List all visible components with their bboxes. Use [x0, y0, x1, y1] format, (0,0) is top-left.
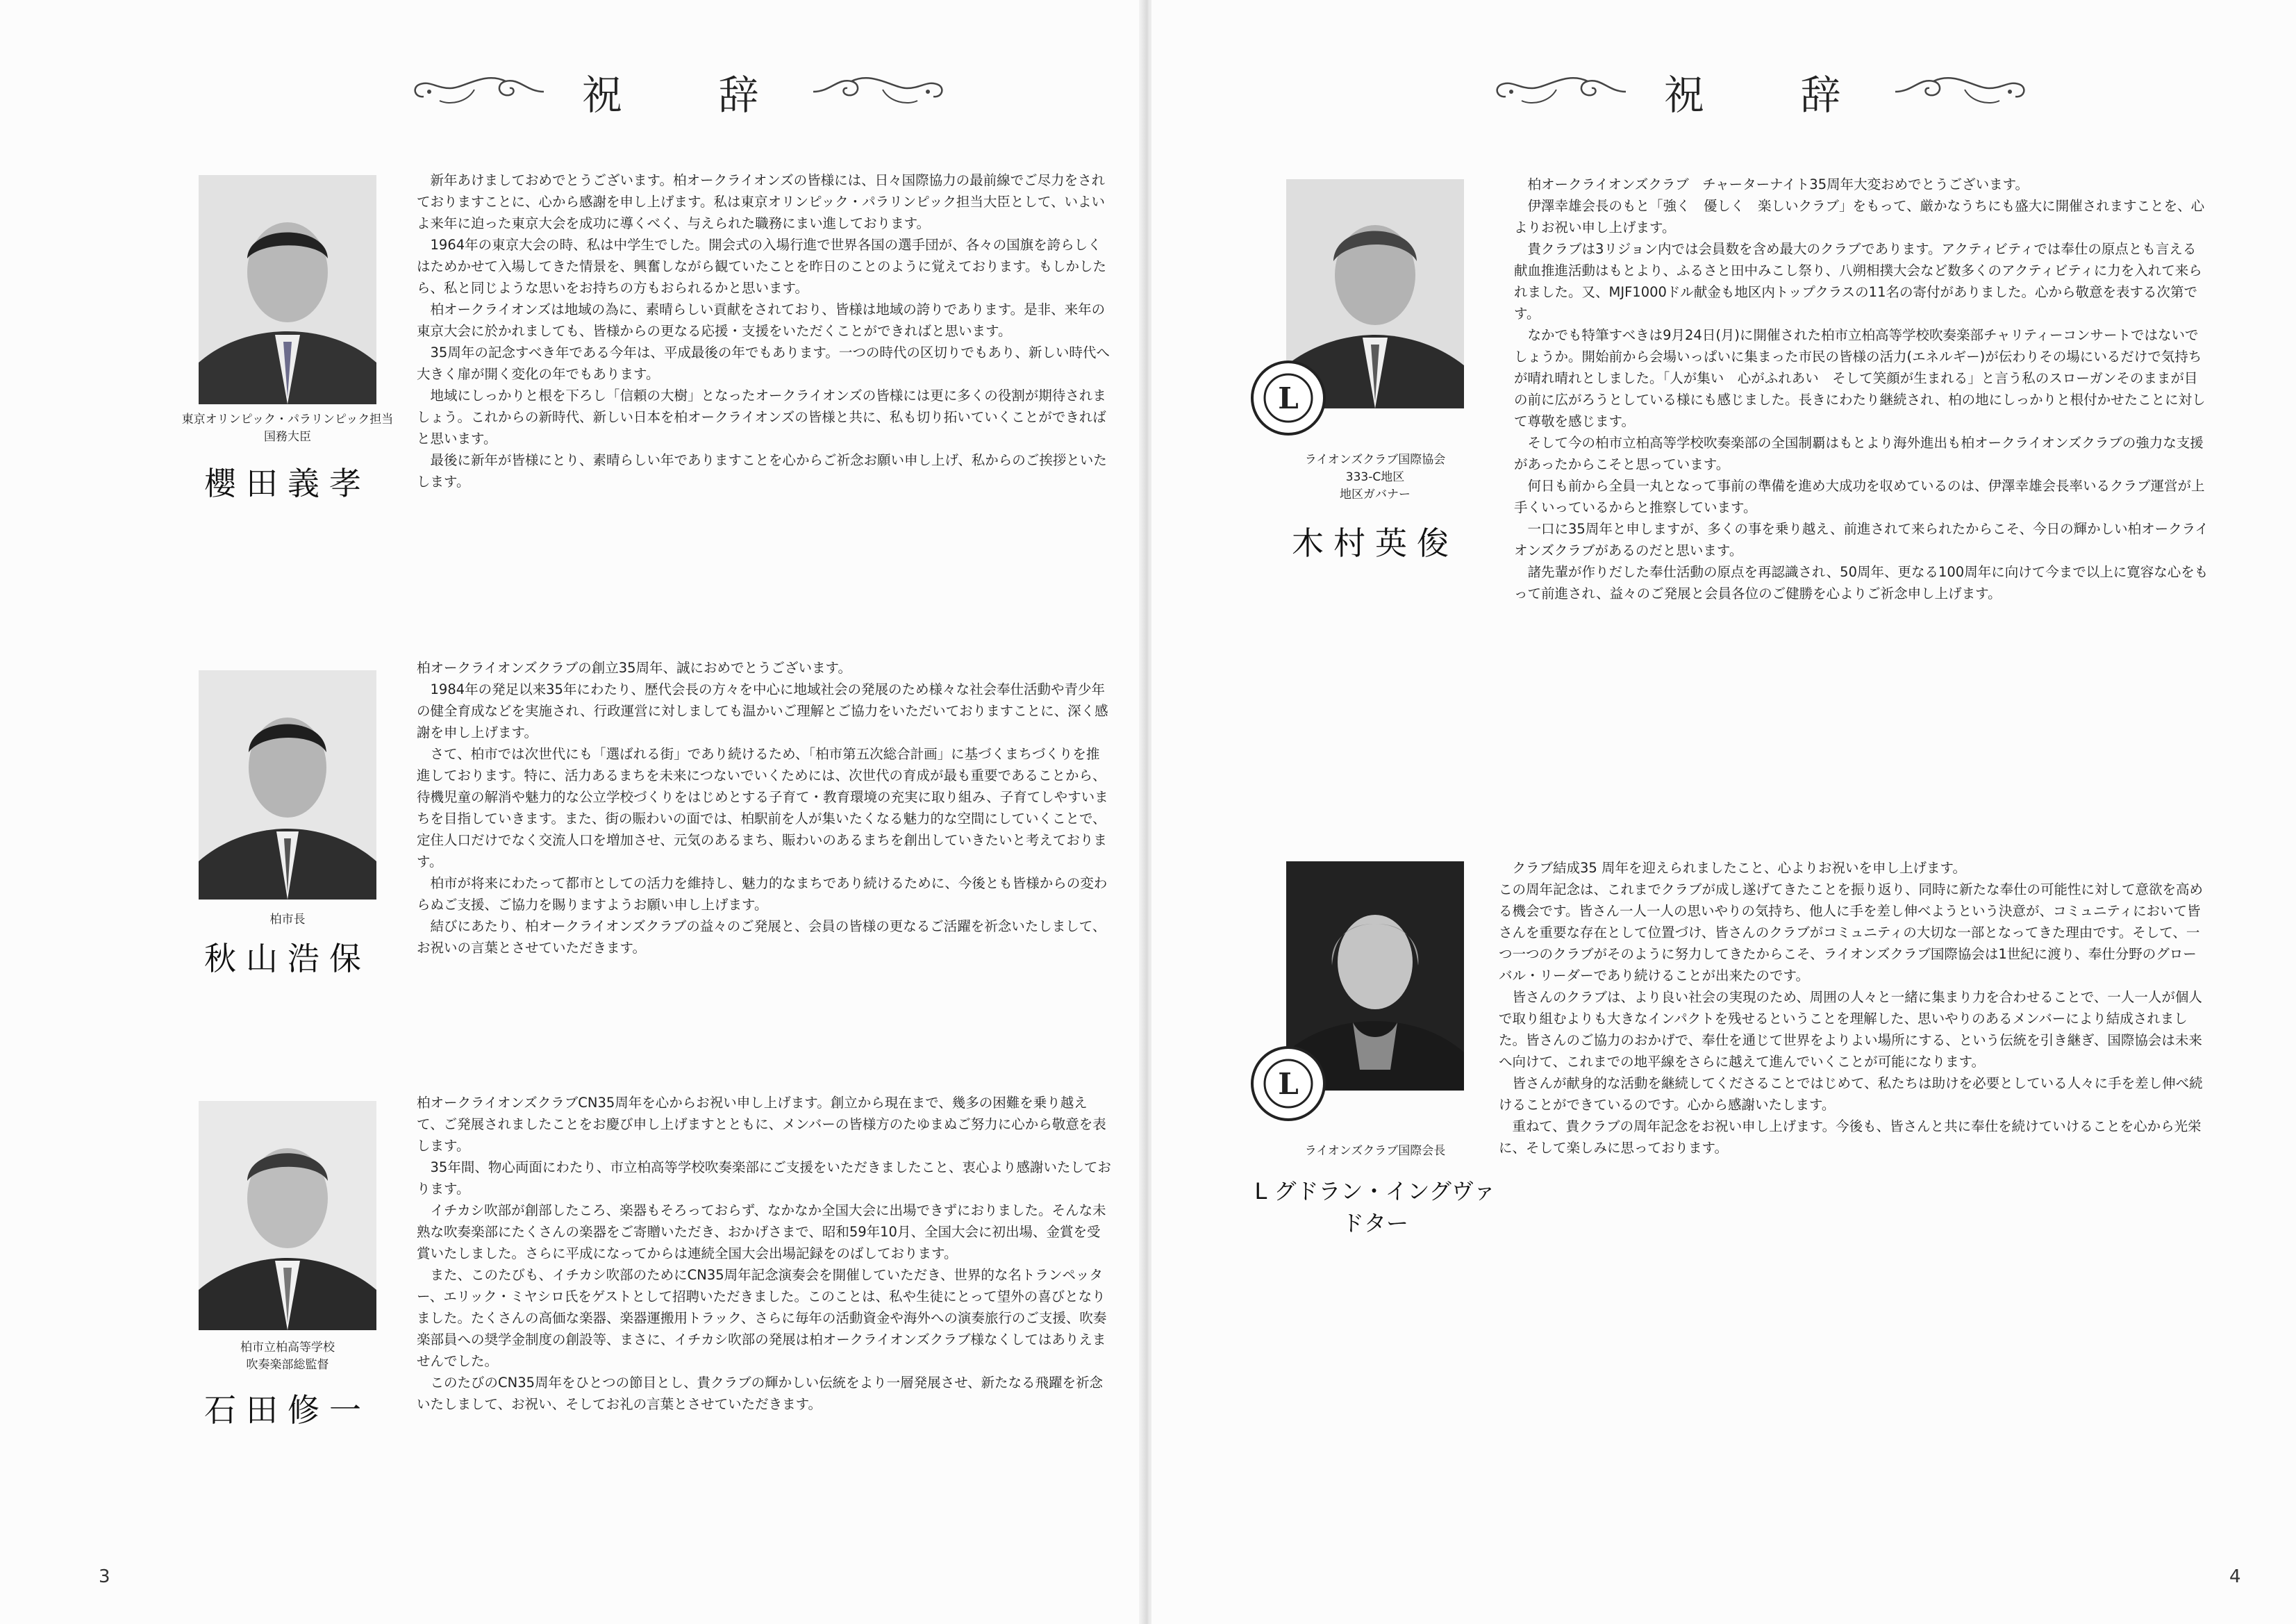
paragraph: 諸先輩が作りだした奉仕活動の原点を再認識され、50周年、更なる100周年に向けて今まで以上に寛容な心をもって前進され、益々のご発展と会員各位のご健勝を心よりご祈念申し上げます。	[1514, 564, 2208, 602]
right-page	[1151, 0, 2296, 1624]
message-akiyama	[417, 657, 1111, 959]
role-akiyama: 柏市長	[269, 913, 306, 927]
left-heading	[408, 57, 949, 126]
message-ishida	[417, 1092, 1111, 1415]
paragraph: 新年あけましておめでとうございます。柏オークライオンズの皆様には、日々国際協力の最前線でご尽力をされておりますことに、心から感謝を申し上げます。私は東京オリンピック・パラリンピック担当大臣として、いよいよ来年に迫った東京大会を成功に導くべく、与えられた職務にまい進しております。	[417, 172, 1106, 231]
flourish-left-icon	[408, 67, 547, 116]
paragraph: 35年間、物心両面にわたり、市立柏高等学校吹奏楽部にご支援をいただきましたこと、衷心より感謝いたしております。	[417, 1159, 1111, 1197]
paragraph: 伊澤幸雄会長のもと「強く 優しく 楽しいクラブ」をもって、厳かなうちにも盛大に開催されますことを、心よりお祝い申し上げます。	[1514, 198, 2205, 235]
paragraph: 一口に35周年と申しますが、多くの事を乗り越え、前進されて来られたからこそ、今日の輝かしい柏オークライオンズクラブがあるのだと思います。	[1514, 521, 2209, 558]
left-heading-title: 祝 辞	[582, 72, 801, 119]
page-number-left: 3	[99, 1566, 110, 1587]
paragraph: 1964年の東京大会の時、私は中学生でした。開会式の入場行進で世界各国の選手団が、各々の国旗を誇らしくはためかせて入場してきた情景を、興奮しながら観ていたことを昨日のことのように覚えております。もしかしたら、私と同じような思いをお持ちの方もおられるかと思います。	[417, 237, 1106, 296]
name-sakurada: 櫻田義孝	[204, 465, 371, 502]
svg-text:L: L	[1278, 381, 1299, 415]
flourish-right-icon	[1892, 67, 2031, 116]
role-sakurada-text: 東京オリンピック・パラリンピック担当 国務大臣	[181, 413, 394, 444]
flourish-left-icon	[1490, 67, 1629, 116]
paragraph: 1984年の発足以来35年にわたり、歴代会長の方々を中心に地域社会の発展のため様々な社会奉仕活動や青少年の健全育成などを実施され、行政運営に対しましても温かいご理解とご協力をいただいておりますことに、深く感謝を申し上げます。	[417, 681, 1108, 740]
paragraph: 柏オークライオンズクラブCN35周年を心からお祝い申し上げます。創立から現在まで、幾多の困難を乗り越えて、ご発展されましたことをお慶び申し上げますとともに、メンバーの皆様方のたゆまぬご努力に心から敬意を表します。	[417, 1095, 1106, 1154]
paragraph: そして今の柏市立柏高等学校吹奏楽部の全国制覇はもとより海外進出も柏オークライオンズクラブの強力な支援があったからこそと思っています。	[1514, 435, 2204, 472]
message-ingvadottir	[1499, 857, 2208, 1159]
paragraph: 柏オークライオンズは地域の為に、素晴らしい貢献をされており、皆様は地域の誇りであります。是非、来年の東京大会に於かれましても、皆様からの更なる応援・支援をいただくことができればと思います。	[417, 301, 1106, 339]
paragraph: 最後に新年が皆様にとり、素晴らしい年でありますことを心からご祈念お願い申し上げ、私からのご挨拶といたします。	[417, 452, 1107, 490]
lions-emblem-icon	[1250, 360, 1326, 436]
paragraph: 皆さんのクラブは、より良い社会の実現のため、周囲の人々と一緒に集まり力を合わせることで、一人一人が個人で取り組むよりも大きなインパクトを残せるということを理解した、思いやりのあるメンバーにより結成されました。皆さんのご協力のおかげで、奉仕を通じて世界をよりよい場所にする、という伝統を引き継ぎ、国際協会は未来へ向けて、これまでの地平線をさらに越えて進んでいくことが可能になります。	[1499, 989, 2202, 1070]
role-ingvadottir: ライオンズクラブ国際会長	[1304, 1144, 1446, 1158]
portrait-akiyama	[199, 670, 376, 900]
right-heading	[1490, 57, 2031, 126]
svg-text:L: L	[1278, 1067, 1299, 1101]
paragraph: 地域にしっかりと根を下ろし「信頼の大樹」となったオークライオンズの皆様には更に多くの役割が期待されましょう。これからの新時代、新しい日本を柏オークライオンズの皆様と共に、私も切り拓いていくことができればと思います。	[417, 388, 1106, 447]
paragraph: クラブ結成35 周年を迎えられましたこと、心よりお祝いを申し上げます。	[1512, 860, 1966, 876]
paragraph: さて、柏市では次世代にも「選ばれる街」であり続けるため、「柏市第五次総合計画」に基づくまちづくりを推進しております。特に、活力あるまちを未来につないでいくためには、次世代の育成が最も重要であることから、待機児童の解消や魅力的な公立学校づくりをはじめとする子育て・教育環境の充実に取り組み、子育てしやすいまちを目指していきます。また、街の賑わいの面では、柏駅前を人が集いたくなる魅力的な空間にしていくことで、定住人口だけでなく交流人口を増加させ、元気のあるまち、賑わいのあるまちを創出していきたいと考えております。	[417, 746, 1108, 870]
right-heading-title: 祝 辞	[1664, 72, 1883, 119]
paragraph: 柏オークライオンズクラブ チャーターナイト35周年大変おめでとうございます。	[1527, 176, 2029, 192]
portrait-ishida	[199, 1101, 376, 1330]
left-page	[0, 0, 1145, 1624]
role-sakurada	[178, 411, 397, 446]
paragraph: このたびのCN35周年をひとつの節目とし、貴クラブの輝かしい伝統をより一層発展させ、新たなる飛躍を祈念いたしまして、お祝い、そしてお礼の言葉とさせていただきます。	[417, 1375, 1104, 1412]
role-kimura	[1260, 451, 1490, 504]
paragraph: 柏オークライオンズクラブの創立35周年、誠におめでとうございます。	[417, 660, 851, 676]
paragraph: 貴クラブは3リジョン内では会員数を含め最大のクラブであります。アクティビティでは奉仕の原点とも言える献血推進活動はもとより、ふるさと田中みこし祭り、八朔相撲大会など数多くのアクティビティに力を入れて来られました。又、MJF1000ドル献金も地区内トップクラスの11名の寄付がありました。心から敬意を表する次第です。	[1514, 241, 2202, 322]
paragraph: また、このたびも、イチカシ吹部のためにCN35周年記念演奏会を開催していただき、世界的な名トランペッター、エリック・ミヤシロ氏をゲストとして招聘いただきました。このことは、私や生徒にとって望外の喜びとなりました。たくさんの高価な楽器、楽器運搬用トラック、さらに毎年の活動資金や海外への演奏旅行のご支援、吹奏楽部員への奨学金制度の創設等、まさに、イチカシ吹部の発展は柏オークライオンズクラブ様なくしてはありえませんでした。	[417, 1267, 1107, 1369]
paragraph: 皆さんが献身的な活動を継続してくださることではじめて、私たちは助けを必要としている人々に手を差し伸べ続けることができているのです。心から感謝いたします。	[1499, 1075, 2203, 1113]
message-sakurada	[417, 169, 1111, 492]
paragraph: 35周年の記念すべき年である今年は、平成最後の年でもあります。一つの時代の区切りでもあり、新しい時代へ大きく扉が開く変化の年でもあります。	[417, 345, 1110, 382]
paragraph: なかでも特筆すべきは9月24日(月)に開催された柏市立柏高等学校吹奏楽部チャリティーコンサートではないでしょうか。開始前から会場いっぱいに集まった市民の皆様の活力(エネルギー)が伝わりその場にいるだけで気持ちが晴れ晴れとしました。「人が集い 心がふれあい そして笑顔が生まれる」と言う私のスローガンそのままが目の前に広がろうとしている様にも感じました。長きにわたり継続され、柏の地にしっかりと根付かせたことに対して尊敬を感じます。	[1514, 327, 2206, 429]
message-kimura	[1514, 174, 2208, 604]
role-ishida	[178, 1339, 397, 1374]
name-akiyama: 秋山浩保	[204, 940, 371, 977]
paragraph: 結びにあたり、柏オークライオンズクラブの益々のご発展と、会員の皆様の更なるご活躍を祈念いたしまして、お祝いの言葉とさせていただきます。	[417, 918, 1106, 956]
portrait-sakurada	[199, 175, 376, 404]
name-kimura: 木村英俊	[1292, 524, 1458, 562]
paragraph: 重ねて、貴クラブの周年記念をお祝い申し上げます。今後も、皆さんと共に奉仕を続けていけることを心から光栄に、そして楽しみに思っております。	[1499, 1118, 2202, 1156]
paragraph: イチカシ吹部が創部したころ、楽器もそろっておらず、なかなか全国大会に出場できずにおりました。そんな未熟な吹奏楽部にたくさんの楽器をご寄贈いただき、おかげさまで、昭和59年10月、全国大会に初出場、金賞を受賞いたしました。さらに平成になってからは連続全国大会出場記録をのばしております。	[417, 1202, 1106, 1261]
role-ishida-text: 柏市立柏高等学校 吹奏楽部総監督	[240, 1341, 335, 1372]
lions-emblem-icon	[1250, 1045, 1326, 1122]
name-ishida: 石田修一	[204, 1391, 371, 1429]
paragraph: 柏市が将来にわたって都市としての活力を維持し、魅力的なまちであり続けるために、今後とも皆様からの変わらぬご支援、ご協力を賜りますようお願い申し上げます。	[417, 875, 1108, 913]
role-kimura-text: ライオンズクラブ国際協会 333-C地区 地区ガバナー	[1304, 453, 1446, 502]
paragraph: 何日も前から全員一丸となって事前の準備を進め大成功を収めているのは、伊澤幸雄会長率いるクラブ運営が上手くいっているからと推察しています。	[1514, 478, 2205, 515]
page-number-right: 4	[2229, 1566, 2241, 1587]
flourish-right-icon	[810, 67, 949, 116]
paragraph: この周年記念は、これまでクラブが成し遂げてきたことを振り返り、同時に新たな奉仕の可能性に対して意欲を高める機会です。皆さん一人一人の思いやりの気持ち、他人に手を差し伸べようという決意が、コミュニティにおいて皆さんを重要な存在として位置づけ、皆さんのクラブがコミュニティの大切な一部となってきた理由です。そして、一つ一つのクラブがそのように努力してきたからこそ、ライオンズクラブ国際協会は1世紀に渡り、奉仕分野のグローバル・リーダーであり続けることが出来たのです。	[1499, 881, 2204, 984]
name-ingvadottir: L グドラン・イングヴァドター	[1254, 1178, 1496, 1236]
